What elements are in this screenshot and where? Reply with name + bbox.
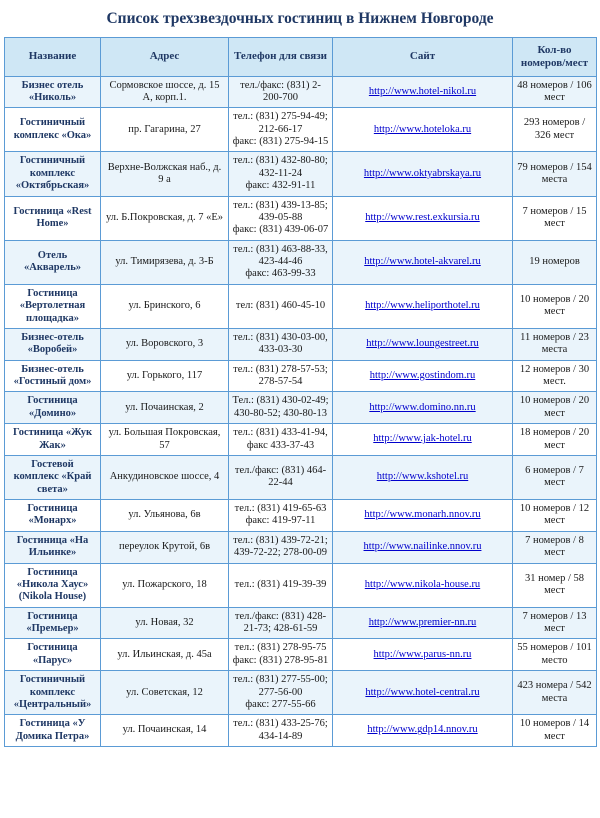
hotel-rooms: 293 номеров / 326 мест: [513, 108, 597, 152]
hotel-site-cell: [333, 196, 513, 240]
hotel-phone: тел: (831) 460-45-10: [229, 284, 333, 328]
table-row: [5, 424, 597, 456]
column-header-name: Название: [5, 37, 101, 76]
hotel-site-link[interactable]: http://www.kshotel.ru: [376, 471, 469, 483]
hotel-name: Гостиница «У Домика Петра»: [5, 715, 101, 747]
hotel-address: ул. Воровского, 3: [101, 328, 229, 360]
hotel-address: Анкудиновское шоссе, 4: [101, 455, 229, 499]
hotel-site-link[interactable]: http://www.oktyabrskaya.ru: [363, 167, 482, 179]
hotel-phone: тел./факс: (831) 464-22-44: [229, 455, 333, 499]
hotel-name: Гостиничный комплекс «Центральный»: [5, 671, 101, 715]
hotel-site-cell: [333, 607, 513, 639]
table-row: [5, 196, 597, 240]
hotel-name: Гостиница «Жук Жак»: [5, 424, 101, 456]
table-row: [5, 531, 597, 563]
hotel-rooms: 7 номеров / 15 мест: [513, 196, 597, 240]
hotel-phone: тел.: (831) 439-13-85; 439-05-88 факс: (831) 439-06-07: [229, 196, 333, 240]
hotel-rooms: 55 номеров / 101 место: [513, 639, 597, 671]
hotel-site-cell: [333, 108, 513, 152]
table-header-row: [5, 37, 597, 76]
hotel-phone: тел.: (831) 430-03-00, 433-03-30: [229, 328, 333, 360]
hotel-name: Гостиница «Никола Хаус» (Nikola House): [5, 563, 101, 607]
hotel-site-link[interactable]: http://www.domino.nn.ru: [369, 401, 476, 413]
hotel-rooms: 10 номеров / 20 мест: [513, 392, 597, 424]
table-row: [5, 455, 597, 499]
hotel-phone: тел.: (831) 419-39-39: [229, 563, 333, 607]
hotel-address: ул. Новая, 32: [101, 607, 229, 639]
table-row: [5, 284, 597, 328]
hotel-site-link[interactable]: http://www.heliporthotel.ru: [365, 300, 480, 312]
hotel-name: Гостиница «Парус»: [5, 639, 101, 671]
hotel-address: Верхне-Волжская наб., д. 9 а: [101, 152, 229, 196]
column-header-address: Адрес: [101, 37, 229, 76]
hotel-site-link[interactable]: http://www.gostindom.ru: [369, 369, 476, 381]
hotel-phone: тел.: (831) 419-65-63 факс: 419-97-11: [229, 500, 333, 532]
hotel-name: Отель «Акварель»: [5, 240, 101, 284]
table-row: [5, 607, 597, 639]
hotel-name: Гостиничный комплекс «Октябрьская»: [5, 152, 101, 196]
hotel-phone: тел.: (831) 275-94-49; 212-66-17 факс: (831) 275-94-15: [229, 108, 333, 152]
table-row: [5, 108, 597, 152]
hotel-name: Гостиница «Rest Home»: [5, 196, 101, 240]
hotel-name: Бизнес отель «Николь»: [5, 76, 101, 108]
hotel-address: ул. Горького, 117: [101, 360, 229, 392]
hotel-phone: тел./факс: (831) 2-200-700: [229, 76, 333, 108]
hotel-site-cell: [333, 563, 513, 607]
hotel-site-link[interactable]: http://www.loungestreet.ru: [366, 338, 479, 350]
hotel-name: Гостиничный комплекс «Ока»: [5, 108, 101, 152]
hotel-site-cell: [333, 671, 513, 715]
hotel-address: ул. Пожарского, 18: [101, 563, 229, 607]
hotel-site-link[interactable]: http://www.hotel-central.ru: [365, 686, 480, 698]
hotel-name: Гостиница «Монарх»: [5, 500, 101, 532]
hotel-address: ул. Ильинская, д. 45а: [101, 639, 229, 671]
hotel-rooms: 423 номера / 542 места: [513, 671, 597, 715]
hotel-site-link[interactable]: http://www.monarh.nnov.ru: [364, 509, 481, 521]
hotel-rooms: 7 номеров / 13 мест: [513, 607, 597, 639]
table-row: [5, 76, 597, 108]
table-header: [5, 37, 597, 76]
hotel-name: Гостиница «Вертолетная площадка»: [5, 284, 101, 328]
hotel-site-cell: [333, 531, 513, 563]
hotel-site-cell: [333, 639, 513, 671]
hotel-site-link[interactable]: http://www.nikola-house.ru: [364, 578, 481, 590]
table-row: [5, 500, 597, 532]
hotel-name: Гостиница «Премьер»: [5, 607, 101, 639]
hotel-phone: тел.: (831) 433-41-94, факс 433-37-43: [229, 424, 333, 456]
column-header-rooms: Кол-во номеров/мест: [513, 37, 597, 76]
hotel-phone: тел.: (831) 463-88-33, 423-44-46 факс: 463-99-33: [229, 240, 333, 284]
hotel-address: ул. Почаинская, 2: [101, 392, 229, 424]
hotel-phone: тел.: (831) 432-80-80; 432-11-24 факс: 432-91-11: [229, 152, 333, 196]
table-body: [5, 76, 597, 747]
hotel-phone: тел.: (831) 278-95-75 факс: (831) 278-95-81: [229, 639, 333, 671]
hotel-site-link[interactable]: http://www.jak-hotel.ru: [373, 433, 472, 445]
hotel-site-cell: [333, 424, 513, 456]
hotel-name: Гостиница «На Ильинке»: [5, 531, 101, 563]
hotel-phone: тел.: (831) 439-72-21; 439-72-22; 278-00-09: [229, 531, 333, 563]
hotel-site-link[interactable]: http://www.premier-nn.ru: [368, 616, 477, 628]
hotel-site-link[interactable]: http://www.rest.exkursia.ru: [365, 211, 480, 223]
hotels-table: [4, 37, 597, 747]
hotel-rooms: 12 номеров / 30 мест.: [513, 360, 597, 392]
hotel-site-cell: [333, 152, 513, 196]
hotel-site-link[interactable]: http://www.parus-nn.ru: [373, 648, 472, 660]
table-row: [5, 240, 597, 284]
hotel-rooms: 18 номеров / 20 мест: [513, 424, 597, 456]
page-title: Список трехзвездочных гостиниц в Нижнем Новгороде: [106, 10, 494, 27]
hotel-name: Бизнес-отель «Воробей»: [5, 328, 101, 360]
hotel-rooms: 7 номеров / 8 мест: [513, 531, 597, 563]
hotel-site-link[interactable]: http://www.nailinke.nnov.ru: [363, 540, 482, 552]
hotel-site-cell: [333, 240, 513, 284]
hotel-phone: тел.: (831) 433-25-76; 434-14-89: [229, 715, 333, 747]
hotel-name: Гостиница «Домино»: [5, 392, 101, 424]
hotel-address: пр. Гагарина, 27: [101, 108, 229, 152]
hotel-rooms: 11 номеров / 23 места: [513, 328, 597, 360]
table-row: [5, 360, 597, 392]
hotel-name: Бизнес-отель «Гостиный дом»: [5, 360, 101, 392]
hotel-address: Сормовское шоссе, д. 15 А, корп.1.: [101, 76, 229, 108]
hotel-rooms: 10 номеров / 12 мест: [513, 500, 597, 532]
hotel-rooms: 48 номеров / 106 мест: [513, 76, 597, 108]
hotel-site-cell: [333, 500, 513, 532]
hotel-site-cell: [333, 715, 513, 747]
hotel-site-cell: [333, 455, 513, 499]
hotel-phone: тел.: (831) 278-57-53; 278-57-54: [229, 360, 333, 392]
hotel-rooms: 6 номеров / 7 мест: [513, 455, 597, 499]
column-header-site: Сайт: [333, 37, 513, 76]
hotel-site-cell: [333, 284, 513, 328]
hotel-site-cell: [333, 328, 513, 360]
table-row: [5, 328, 597, 360]
hotel-address: ул. Большая Покровская, 57: [101, 424, 229, 456]
hotel-address: ул. Тимирязева, д. 3-Б: [101, 240, 229, 284]
hotel-rooms: 10 номеров / 14 мест: [513, 715, 597, 747]
hotel-site-cell: [333, 360, 513, 392]
hotel-site-link[interactable]: http://www.hotel-nikol.ru: [368, 85, 477, 97]
hotel-address: ул. Советская, 12: [101, 671, 229, 715]
table-row: [5, 639, 597, 671]
table-row: [5, 671, 597, 715]
hotel-address: переулок Крутой, 6в: [101, 531, 229, 563]
hotel-address: ул. Бринского, 6: [101, 284, 229, 328]
column-header-phone: Телефон для связи: [229, 37, 333, 76]
hotel-rooms: 19 номеров: [513, 240, 597, 284]
hotel-rooms: 31 номер / 58 мест: [513, 563, 597, 607]
hotel-rooms: 79 номеров / 154 места: [513, 152, 597, 196]
hotel-phone: тел./факс: (831) 428-21-73; 428-61-59: [229, 607, 333, 639]
hotel-site-cell: [333, 392, 513, 424]
hotel-phone: тел.: (831) 277-55-00; 277-56-00 факс: 277-55-66: [229, 671, 333, 715]
table-row: [5, 152, 597, 196]
hotel-name: Гостевой комплекс «Край света»: [5, 455, 101, 499]
hotel-site-link[interactable]: http://www.hoteloka.ru: [373, 123, 472, 135]
hotel-site-link[interactable]: http://www.hotel-akvarel.ru: [364, 256, 481, 268]
hotel-phone: Тел.: (831) 430-02-49; 430-80-52; 430-80-13: [229, 392, 333, 424]
hotel-address: ул. Б.Покровская, д. 7 «Е»: [101, 196, 229, 240]
hotel-address: ул. Почаинская, 14: [101, 715, 229, 747]
table-row: [5, 715, 597, 747]
table-row: [5, 392, 597, 424]
hotel-address: ул. Ульянова, 6в: [101, 500, 229, 532]
table-row: [5, 563, 597, 607]
hotel-site-link[interactable]: http://www.gdp14.nnov.ru: [367, 724, 478, 736]
hotel-rooms: 10 номеров / 20 мест: [513, 284, 597, 328]
hotel-site-cell: [333, 76, 513, 108]
